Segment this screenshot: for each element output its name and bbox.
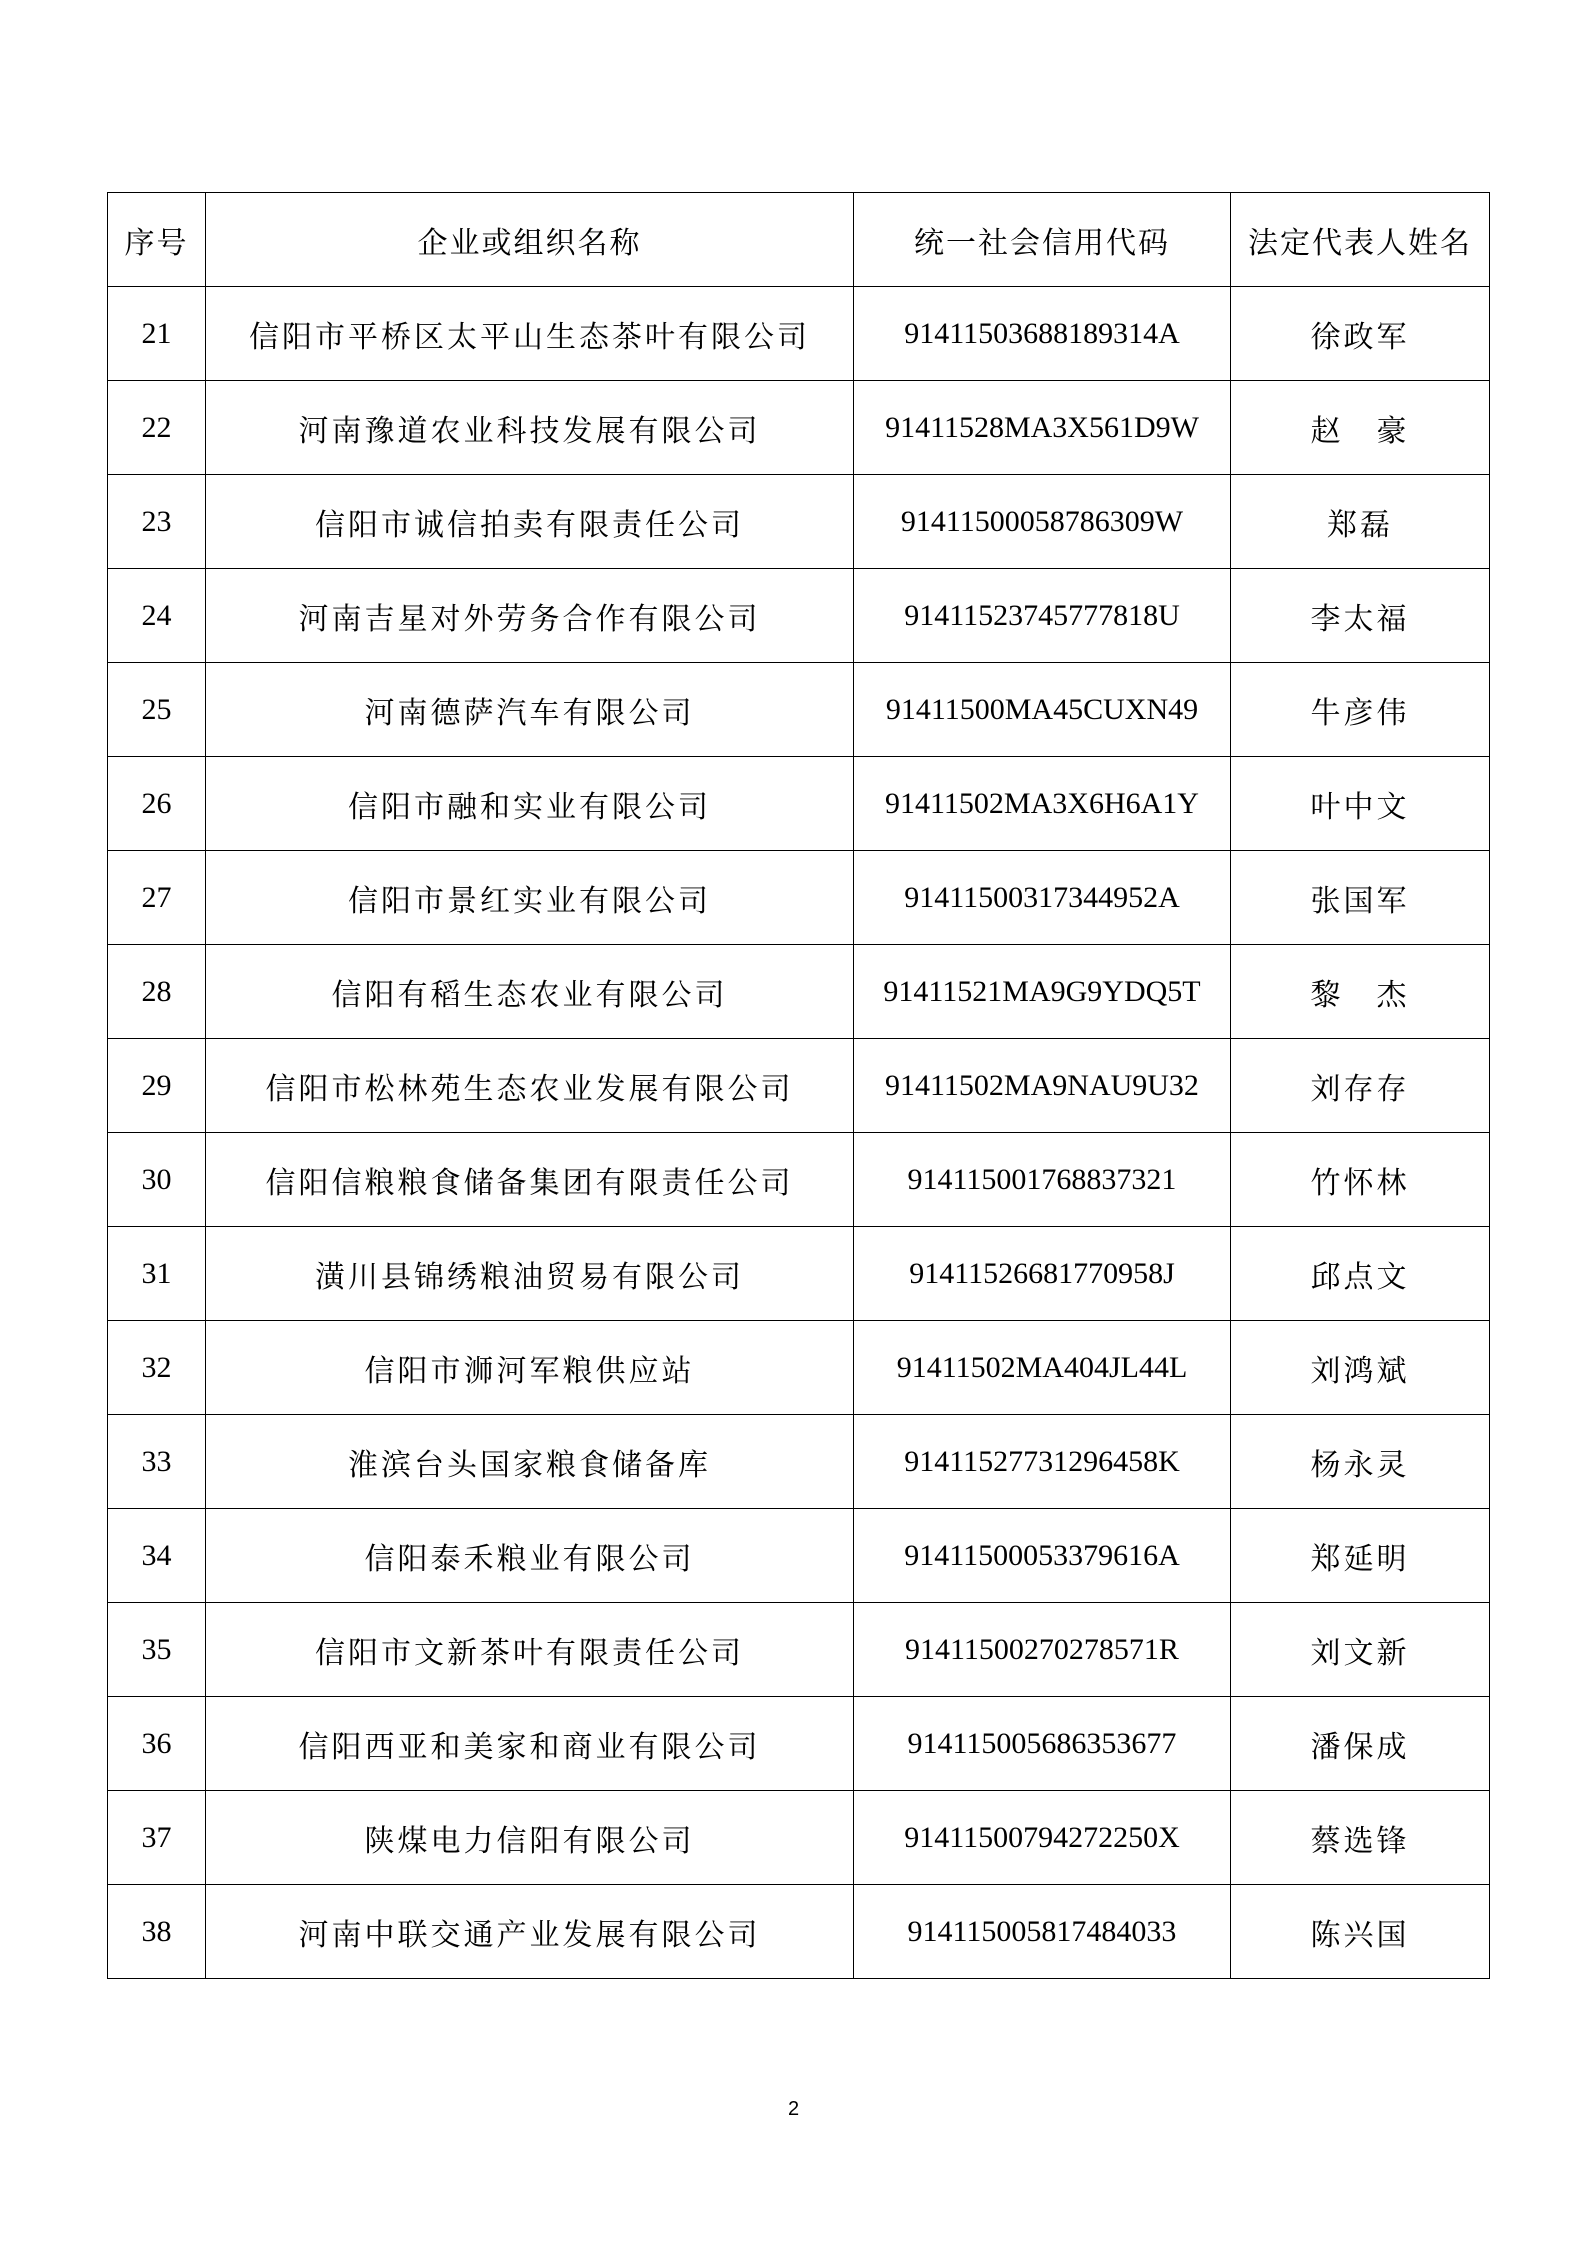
row-credit-code: 91411500270278571R: [854, 1603, 1231, 1697]
row-enterprise-name: 信阳市融和实业有限公司: [206, 757, 854, 851]
table-row: [108, 475, 1490, 569]
row-credit-code: 91411500794272250X: [854, 1791, 1231, 1885]
row-serial-number: 38: [108, 1885, 206, 1979]
table-row: [108, 1227, 1490, 1321]
table-row: [108, 1509, 1490, 1603]
row-credit-code: 914115001768837321: [854, 1133, 1231, 1227]
row-credit-code: 91411526681770958J: [854, 1227, 1231, 1321]
row-legal-representative: 黎 杰: [1231, 945, 1490, 1039]
row-legal-representative: 刘文新: [1231, 1603, 1490, 1697]
row-credit-code: 91411523745777818U: [854, 569, 1231, 663]
row-credit-code: 91411500MA45CUXN49: [854, 663, 1231, 757]
row-enterprise-name: 信阳有稻生态农业有限公司: [206, 945, 854, 1039]
row-legal-representative: 陈兴国: [1231, 1885, 1490, 1979]
row-enterprise-name: 陕煤电力信阳有限公司: [206, 1791, 854, 1885]
header-row: [108, 193, 1490, 287]
row-legal-representative: 蔡选锋: [1231, 1791, 1490, 1885]
row-serial-number: 29: [108, 1039, 206, 1133]
row-serial-number: 26: [108, 757, 206, 851]
row-enterprise-name: 信阳西亚和美家和商业有限公司: [206, 1697, 854, 1791]
table-row: [108, 945, 1490, 1039]
row-enterprise-name: 信阳市平桥区太平山生态茶叶有限公司: [206, 287, 854, 381]
row-credit-code: 91411500058786309W: [854, 475, 1231, 569]
row-legal-representative: 杨永灵: [1231, 1415, 1490, 1509]
row-serial-number: 37: [108, 1791, 206, 1885]
row-enterprise-name: 信阳市诚信拍卖有限责任公司: [206, 475, 854, 569]
row-enterprise-name: 信阳市松林苑生态农业发展有限公司: [206, 1039, 854, 1133]
row-enterprise-name: 信阳信粮粮食储备集团有限责任公司: [206, 1133, 854, 1227]
table-row: [108, 1791, 1490, 1885]
header-serial-number: 序号: [108, 193, 206, 287]
row-legal-representative: 李太福: [1231, 569, 1490, 663]
row-serial-number: 23: [108, 475, 206, 569]
row-credit-code: 91411502MA404JL44L: [854, 1321, 1231, 1415]
row-credit-code: 91411500317344952A: [854, 851, 1231, 945]
row-legal-representative: 竹怀林: [1231, 1133, 1490, 1227]
row-enterprise-name: 信阳市浉河军粮供应站: [206, 1321, 854, 1415]
row-serial-number: 35: [108, 1603, 206, 1697]
row-serial-number: 27: [108, 851, 206, 945]
row-legal-representative: 潘保成: [1231, 1697, 1490, 1791]
table-row: [108, 1885, 1490, 1979]
row-legal-representative: 郑磊: [1231, 475, 1490, 569]
row-serial-number: 31: [108, 1227, 206, 1321]
table-row: [108, 287, 1490, 381]
row-legal-representative: 张国军: [1231, 851, 1490, 945]
table-row: [108, 569, 1490, 663]
table-row: [108, 1321, 1490, 1415]
row-serial-number: 36: [108, 1697, 206, 1791]
row-credit-code: 914115005686353677: [854, 1697, 1231, 1791]
row-credit-code: 91411527731296458K: [854, 1415, 1231, 1509]
row-serial-number: 32: [108, 1321, 206, 1415]
row-credit-code: 91411521MA9G9YDQ5T: [854, 945, 1231, 1039]
header-enterprise-name: 企业或组织名称: [206, 193, 854, 287]
table-row: [108, 1415, 1490, 1509]
row-serial-number: 25: [108, 663, 206, 757]
row-serial-number: 22: [108, 381, 206, 475]
row-serial-number: 33: [108, 1415, 206, 1509]
table-row: [108, 851, 1490, 945]
table-row: [108, 1039, 1490, 1133]
table-row: [108, 663, 1490, 757]
row-serial-number: 24: [108, 569, 206, 663]
row-serial-number: 21: [108, 287, 206, 381]
row-legal-representative: 牛彦伟: [1231, 663, 1490, 757]
row-enterprise-name: 河南中联交通产业发展有限公司: [206, 1885, 854, 1979]
row-legal-representative: 邱点文: [1231, 1227, 1490, 1321]
enterprise-table: [107, 192, 1490, 1979]
row-enterprise-name: 信阳市景红实业有限公司: [206, 851, 854, 945]
row-enterprise-name: 河南德萨汽车有限公司: [206, 663, 854, 757]
table-header: [108, 193, 1490, 287]
row-serial-number: 30: [108, 1133, 206, 1227]
row-serial-number: 28: [108, 945, 206, 1039]
row-serial-number: 34: [108, 1509, 206, 1603]
table-body: [108, 287, 1490, 1979]
row-enterprise-name: 信阳泰禾粮业有限公司: [206, 1509, 854, 1603]
table-row: [108, 1603, 1490, 1697]
row-legal-representative: 赵 豪: [1231, 381, 1490, 475]
row-enterprise-name: 河南吉星对外劳务合作有限公司: [206, 569, 854, 663]
row-credit-code: 91411500053379616A: [854, 1509, 1231, 1603]
header-legal-representative: 法定代表人姓名: [1231, 193, 1490, 287]
row-enterprise-name: 信阳市文新茶叶有限责任公司: [206, 1603, 854, 1697]
row-credit-code: 91411528MA3X561D9W: [854, 381, 1231, 475]
row-enterprise-name: 潢川县锦绣粮油贸易有限公司: [206, 1227, 854, 1321]
row-legal-representative: 郑延明: [1231, 1509, 1490, 1603]
row-enterprise-name: 淮滨台头国家粮食储备库: [206, 1415, 854, 1509]
table-row: [108, 1133, 1490, 1227]
row-credit-code: 914115005817484033: [854, 1885, 1231, 1979]
table-row: [108, 757, 1490, 851]
row-credit-code: 91411502MA3X6H6A1Y: [854, 757, 1231, 851]
row-credit-code: 91411502MA9NAU9U32: [854, 1039, 1231, 1133]
row-legal-representative: 刘存存: [1231, 1039, 1490, 1133]
row-enterprise-name: 河南豫道农业科技发展有限公司: [206, 381, 854, 475]
row-legal-representative: 叶中文: [1231, 757, 1490, 851]
row-legal-representative: 刘鸿斌: [1231, 1321, 1490, 1415]
row-credit-code: 91411503688189314A: [854, 287, 1231, 381]
table-row: [108, 381, 1490, 475]
row-legal-representative: 徐政军: [1231, 287, 1490, 381]
page-number: 2: [787, 2098, 800, 2120]
table-row: [108, 1697, 1490, 1791]
header-credit-code: 统一社会信用代码: [854, 193, 1231, 287]
